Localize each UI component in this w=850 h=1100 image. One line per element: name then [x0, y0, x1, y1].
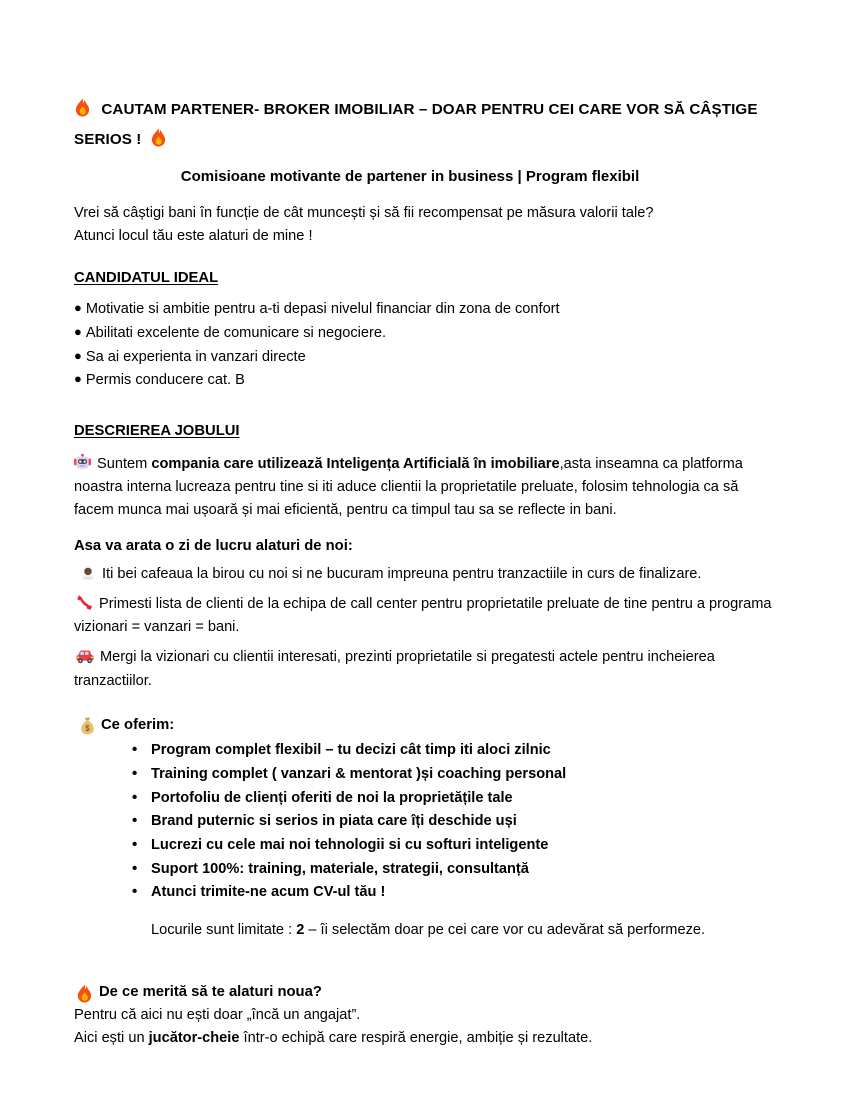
list-item — [74, 298, 772, 322]
closing-heading-row — [74, 984, 772, 1003]
closing-heading-label: De ce merită să te alaturi noua? — [99, 983, 322, 1000]
list-item — [132, 787, 772, 811]
list-item — [132, 763, 772, 787]
job-description-paragraph — [74, 453, 772, 522]
fire-icon — [74, 98, 91, 117]
list-item — [132, 858, 772, 882]
intro-line-1: Vrei să câștigi bani în funcție de cât muncești și să fii recompensat pe măsura valorii tale? — [74, 205, 654, 222]
day-in-life-item — [74, 593, 772, 640]
list-item-label: Program complet flexibil – tu decizi cât timp iti aloci zilnic — [151, 742, 551, 759]
intro-line-2: Atunci locul tău este alaturi de mine ! — [74, 228, 313, 245]
closing-line-2 — [74, 1027, 772, 1050]
section-heading-candidate: CANDIDATUL IDEAL — [74, 270, 219, 287]
list-item-label: Atunci trimite-ne acum CV-ul tău ! — [151, 884, 386, 901]
bullet-dot-icon: ● — [74, 371, 82, 387]
offer-note-prefix: Locurile sunt limitate : — [151, 922, 297, 939]
telephone-icon — [76, 594, 93, 611]
document-subtitle: Comisioane motivante de partener in business | Program flexibil — [180, 167, 640, 185]
fire-icon — [150, 128, 167, 147]
list-item-label: Lucrezi cu cele mai noi tehnologii si cu softuri inteligente — [151, 836, 549, 853]
bullet-dot-icon: ● — [74, 324, 82, 340]
fire-icon — [76, 984, 93, 1003]
closing-line-2-suffix: într-o echipă care respiră energie, ambiție și rezultate. — [239, 1029, 593, 1046]
offer-heading-row — [74, 717, 772, 735]
svg-text:$: $ — [85, 724, 90, 734]
job-description-rest: ,asta inseamna ca platforma noastra interna lucreaza pentru tine si iti aduce clientii la proprietatile preluate, folosim tehnologia ca să facem munca mai ușoară și mai eficientă, pentru ca timpul tau sa se reflecte in bani. — [74, 455, 743, 519]
closing-line-2-bold: jucător-cheie — [148, 1029, 240, 1046]
offer-note-count: 2 — [296, 922, 305, 939]
day-in-life-item — [74, 563, 772, 587]
day-in-life-heading: Asa va arata o zi de lucru alaturi de noi: — [74, 538, 353, 555]
list-item — [132, 810, 772, 834]
job-description-bold: compania care utilizează Inteligența Artificială în imobiliare — [151, 455, 560, 472]
day-in-life-item-text: Mergi la vizionari cu clientii interesati, prezinti proprietatile si pregatesti actele pentru incheierea tranzactiilor. — [74, 649, 715, 689]
offer-heading-label: Ce oferim: — [101, 717, 175, 734]
bullet-dot-icon: ● — [74, 300, 82, 316]
day-in-life-item — [74, 646, 772, 693]
list-item — [132, 834, 772, 858]
list-item-label: Training complet ( vanzari & mentorat )și coaching personal — [151, 765, 567, 782]
day-in-life-item-text: Primesti lista de clienti de la echipa de call center pentru proprietatile preluate de tine pentru a programa vizionari = vanzari = bani. — [74, 595, 772, 636]
list-item-label: Permis conducere cat. B — [85, 372, 245, 389]
job-description-prefix: Suntem — [97, 455, 152, 472]
list-item-label: Brand puternic si serios in piata care îți deschide uși — [151, 813, 517, 830]
list-item-label: Portofoliu de clienți oferiti de noi la proprietățile tale — [151, 789, 513, 806]
list-item-label: Abilitati excelente de comunicare si negociere. — [85, 325, 387, 342]
offer-availability-note — [151, 919, 772, 943]
list-item-label: Sa ai experienta in vanzari directe — [85, 348, 306, 365]
money-bag-icon — [80, 717, 95, 735]
offer-list — [74, 739, 772, 904]
document-title — [74, 95, 772, 156]
day-in-life-item-text: Iti bei cafeaua la birou cu noi si ne bucuram impreuna pentru tranzactiile in curs de finalizare. — [102, 566, 702, 583]
car-icon — [76, 649, 94, 664]
list-item-label: Motivatie si ambitie pentru a-ti depasi nivelul financiar din zona de confort — [85, 301, 560, 318]
closing-line-2-prefix: Aici ești un — [74, 1029, 149, 1046]
coffee-icon — [80, 565, 96, 581]
list-item — [132, 881, 772, 905]
document-title-line1: CAUTAM PARTENER- BROKER IMOBILIAR – DOAR PENTRU CEI CARE VOR SĂ CÂȘTIGE — [101, 101, 758, 118]
list-item-label: Suport 100%: training, materiale, strategii, consultanță — [151, 860, 529, 877]
closing-line-1: Pentru că aici nu ești doar „încă un angajat”. — [74, 1006, 361, 1023]
bullet-dot-icon: ● — [74, 347, 82, 363]
section-heading-job-description: DESCRIEREA JOBULUI — [74, 422, 240, 439]
candidate-list — [74, 298, 772, 393]
list-item — [132, 739, 772, 763]
offer-note-suffix: – îi selectăm doar pe cei care vor cu adevărat să performeze. — [304, 922, 706, 939]
list-item — [74, 346, 772, 370]
document-title-line2: SERIOS ! — [74, 131, 142, 149]
list-item — [74, 322, 772, 346]
list-item — [74, 369, 772, 393]
robot-icon — [74, 454, 91, 471]
